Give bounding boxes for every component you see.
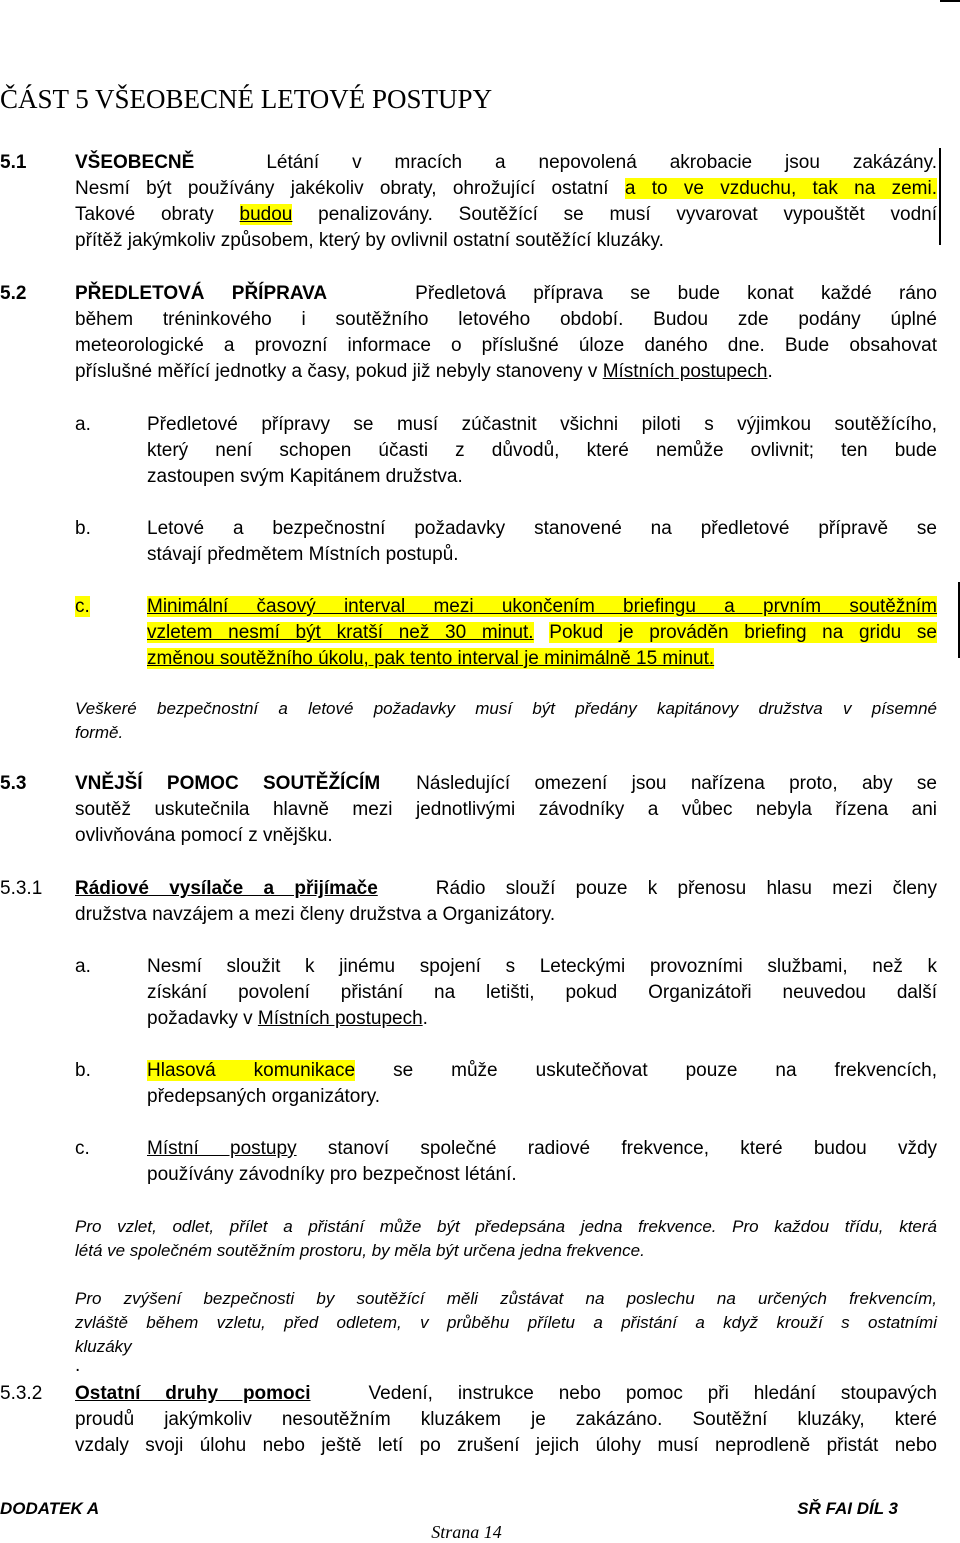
item-marker: a.	[75, 414, 91, 435]
highlighted-text: Pokud je prováděn briefing na gridu se	[549, 622, 937, 643]
section-number: 5.3	[0, 773, 27, 794]
item-b-line: předepsaných organizátory.	[147, 1086, 381, 1107]
item-a-line: požadavky v Místních postupech.	[147, 1008, 428, 1029]
highlighted-text: vzletem nesmí být kratší než 30 minut.	[147, 622, 534, 643]
local-procedures-link-text: Místní postupy	[147, 1138, 297, 1159]
item-marker: c.	[75, 596, 90, 617]
change-bar	[939, 148, 941, 245]
item-a-line: Nesmí sloužit k jinému spojení s Leteckými provozními službami, než k	[147, 956, 937, 977]
section-5-3-1-line: družstva navzájem a mezi členy družstva a Organizátory.	[75, 904, 556, 925]
section-5-1-line: přítěž jakýmkoliv způsobem, který by ovlivnil ostatní soutěžící kluzáky.	[75, 230, 664, 251]
section-number: 5.2	[0, 283, 27, 304]
section-5-3-2-line: vzdaly svoji úlohu nebo ještě letí po zrušení jejich úlohy musí neprodleně přistát nebo	[75, 1435, 937, 1456]
note-line: kluzáky	[75, 1337, 132, 1356]
item-a-line: který není schopen účasti z důvodů, které nemůže ovlivnit; ten bude	[147, 440, 937, 461]
item-a-line: získání povolení přistání na letišti, pokud Organizátoři neuvedou další	[147, 982, 937, 1003]
item-c-line	[147, 620, 937, 646]
section-5-3-2-line: proudů jakýmkoliv nesoutěžním kluzákem je zakázáno. Soutěžní kluzáky, které	[75, 1409, 937, 1430]
section-heading: Ostatní druhy pomoci	[75, 1383, 311, 1404]
page-title: ČÁST 5 VŠEOBECNÉ LETOVÉ POSTUPY	[0, 84, 493, 114]
highlighted-text: Minimální časový interval mezi ukončením briefingu a prvním soutěžním	[147, 596, 937, 617]
highlighted-text: a to ve vzduchu, tak na zemi.	[624, 178, 937, 199]
section-heading: VŠEOBECNĚ	[75, 152, 195, 173]
section-5-3-1-line: Rádiové vysílače a přijímače Rádio slouží pouze k přenosu hlasu mezi členy	[75, 878, 937, 899]
highlighted-text: změnou soutěžního úkolu, pak tento interval je minimálně 15 minut.	[147, 648, 715, 669]
section-5-1-line: VŠEOBECNĚ Létání v mracích a nepovolená akrobacie jsou zakázány.	[75, 152, 937, 173]
local-procedures-link-text: Místních postupech	[257, 1008, 423, 1029]
section-heading: PŘEDLETOVÁ PŘÍPRAVA	[75, 283, 328, 304]
section-number: 5.3.2	[0, 1383, 43, 1404]
local-procedures-link-text: Místních postupech	[602, 361, 768, 382]
section-5-1-line: Takové obraty budou penalizovány. Soutěžící se musí vyvarovat vypouštět vodní	[75, 204, 937, 225]
section-5-3-line: soutěž uskutečnila hlavně mezi jednotlivými závodníky a vůbec nebyla řízena ani	[75, 799, 937, 820]
section-5-3-2-line: Ostatní druhy pomoci Vedení, instrukce nebo pomoc při hledání stoupavých	[75, 1383, 937, 1404]
footer-left: DODATEK A	[0, 1499, 100, 1518]
item-marker: b.	[75, 1060, 91, 1081]
section-heading: Rádiové vysílače a přijímače	[75, 878, 378, 899]
section-5-2-line: příslušné měřící jednotky a časy, pokud již nebyly stanoveny v Místních postupech.	[75, 361, 773, 382]
item-marker: a.	[75, 956, 91, 977]
item-c-line	[147, 594, 937, 620]
item-c-line: používány závodníky pro bezpečnost létání.	[147, 1164, 517, 1185]
section-5-1-line: Nesmí být používány jakékoliv obraty, ohrožující ostatní a to ve vzduchu, tak na zemi.	[75, 178, 937, 199]
footer-right: SŘ FAI DÍL 3	[797, 1499, 898, 1518]
note-line: Pro vzlet, odlet, přílet a přistání může být předepsána jedna frekvence. Pro každou třídu, která	[75, 1217, 937, 1236]
item-a-line: zastoupen svým Kapitánem družstva.	[147, 466, 463, 487]
item-marker: b.	[75, 518, 91, 539]
highlighted-text: budou	[239, 204, 293, 225]
note-line: Pro zvýšení bezpečnosti by soutěžící měli zůstávat na poslechu na určených frekvencím,	[75, 1289, 937, 1308]
item-c-line: Místní postupy stanoví společné radiové frekvence, které budou vždy	[147, 1138, 938, 1159]
section-number: 5.1	[0, 152, 27, 173]
section-5-2-line: PŘEDLETOVÁ PŘÍPRAVA Předletová příprava se bude konat každé ráno	[75, 283, 937, 304]
note-line: .	[75, 1355, 81, 1376]
item-b-line: Hlasová komunikace se může uskutečňovat pouze na frekvencích,	[147, 1060, 937, 1081]
item-b-line: Letové a bezpečnostní požadavky stanovené na předletové přípravě se	[147, 518, 937, 539]
page-number: Strana 14	[431, 1522, 502, 1542]
section-5-3-line: ovlivňována pomocí z vnějšku.	[75, 825, 333, 846]
section-5-3-line: VNĚJŠÍ POMOC SOUTĚŽÍCÍM Následující omezení jsou nařízena proto, aby se	[75, 773, 937, 794]
note-line: formě.	[75, 723, 124, 742]
note-line: zvláště během vzletu, před odletem, v průběhu příletu a přistání a když krouží s ostatními	[75, 1313, 937, 1332]
top-rule	[940, 0, 960, 2]
note-line: Veškeré bezpečnostní a letové požadavky musí být předány kapitánovy družstva v písemné	[75, 699, 937, 718]
item-c-line	[147, 646, 937, 672]
section-5-2-line: meteorologické a provozní informace o příslušné úloze daného dne. Bude obsahovat	[75, 335, 937, 356]
item-b-line: stávají předmětem Místních postupů.	[147, 544, 459, 565]
section-5-2-line: během tréninkového i soutěžního letového období. Budou zde podány úplné	[75, 309, 937, 330]
note-line: létá ve společném soutěžním prostoru, by měla být určena jedna frekvence.	[75, 1241, 645, 1260]
item-a-line: Předletové přípravy se musí zúčastnit všichni piloti s výjimkou soutěžícího,	[147, 414, 937, 435]
section-number: 5.3.1	[0, 878, 43, 899]
section-heading: VNĚJŠÍ POMOC SOUTĚŽÍCÍM	[75, 773, 381, 794]
item-marker: c.	[75, 1138, 90, 1159]
highlighted-text: Hlasová komunikace	[147, 1060, 356, 1081]
